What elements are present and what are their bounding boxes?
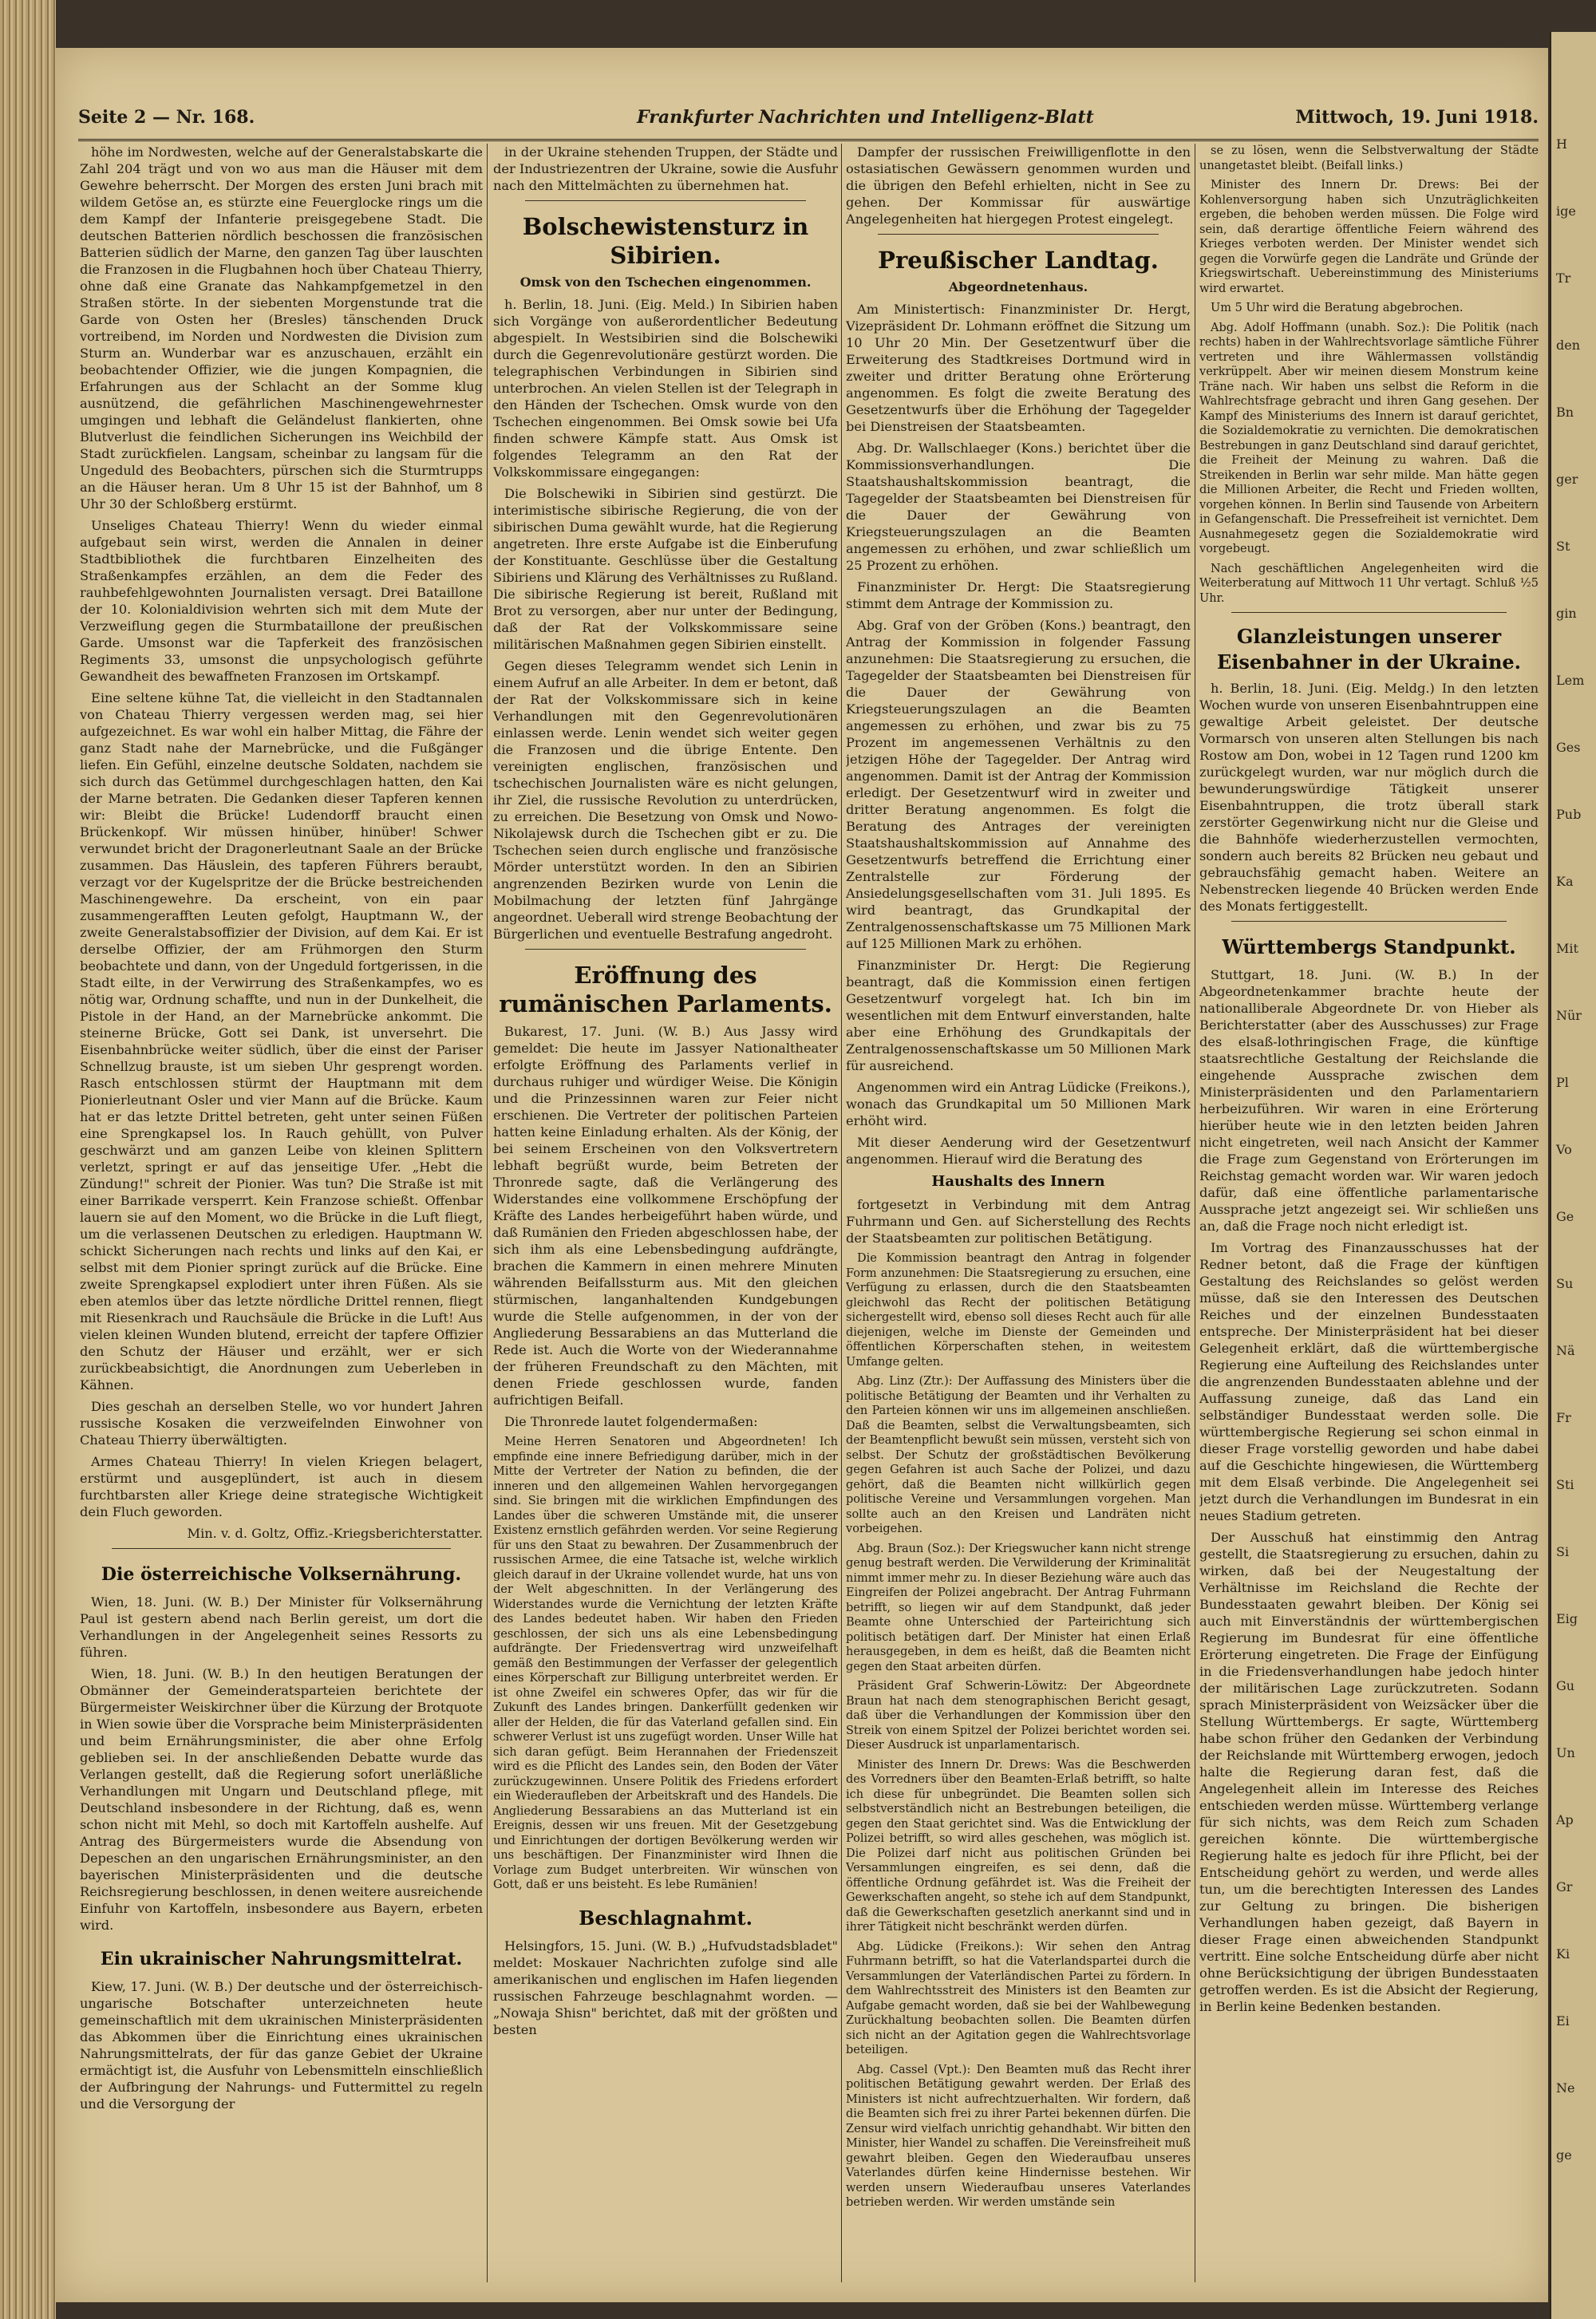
article-paragraph: Abg. Linz (Ztr.): Der Auffassung des Ministers über die politische Betätigung der Beamten und ihr Verhalten zu den Parteien können wir uns im allgemeinen anschließen. Daß die Beamten, selbst die Verwaltungsbeamten, sich der Beamtenpflicht bewußt sein müssen, versteht sich von selbst. Der Schutz der großstädtischen Bevölkerung gegen Gefahren ist auch Sache der Polizei, und dazu gehört, daß die Beamten nicht willkürlich gegen politische Vereine und Versammlungen vorgehen. Man sollte auch an den Kreisen und Landräten nicht vorbeigehen. (846, 1375, 1191, 1535)
adjacent-page-text: Tr (1556, 271, 1571, 286)
adjacent-page-text: Ei (1556, 2013, 1570, 2029)
section-divider (878, 234, 1159, 235)
article-paragraph: Abg. Braun (Soz.): Der Kriegswucher kann nicht strenge genug bestraft werden. Die Verwilderung der Kriminalität nimmt immer mehr zu. In dieser Beziehung wäre auch das Eingreifen der Polizei angebracht. Der Antrag Fuhrmann betrifft, so liegen wir auf dem Standpunkt, daß jeder Beamte ohne Unterschied der Parteirichtung sich politisch betätigen darf. Der Minister hat einen Erlaß herausgegeben, in dem es heißt, daß die Beamten nicht gegen den Staat arbeiten dürfen. (846, 1542, 1191, 1673)
adjacent-page-text: Un (1556, 1745, 1575, 1760)
article-paragraph: Dampfer der russischen Freiwilligenflotte in den ostasiatischen Gewässern genommen wurden und die übrigen den Befehl erhielten, nicht in See zu gehen. Der Kommissar für auswärtige Angelegenheiten hat hiergegen Protest eingelegt. (846, 144, 1191, 227)
adjacent-page-text: Su (1556, 1276, 1574, 1291)
article-paragraph: Am Ministertisch: Finanzminister Dr. Hergt, Vizepräsident Dr. Lohmann eröffnet die Sitzung um 10 Uhr 20 Min. Der Gesetzentwurf über die Erweiterung des Stadtkreises Dortmund wird in zweiter und dritter Beratung ohne Erörterung angenommen. Es folgt die zweite Beratung des Gesetzentwurfs über die Erhöhung der Tagegelder bei Dienstreisen der Staatsbeamten. (846, 302, 1191, 434)
adjacent-page-text: St (1556, 539, 1570, 554)
article-paragraph: h. Berlin, 18. Juni. (Eig. Meld.) In Sibirien haben sich Vorgänge von außerordentlicher Bedeutung abgespielt. In Westsibirien sind die Bolschewiki durch die Gegenrevolutionäre gestürzt worden. Die telegraphischen Verbindungen in Sibirien sind unterbrochen. An vielen Stellen ist der Telegraph in den Händen der Tschechen. Omsk wurde von den Tschechen eingenommen. Bei Omsk sowie bei Ufa finden schwere Kämpfe statt. Aus Omsk ist folgendes Telegramm an den Rat der Volkskommissare eingegangen: (493, 297, 838, 480)
article-paragraph: Präsident Graf Schwerin-Löwitz: Der Abgeordnete Braun hat nach dem stenographischen Bericht gesagt, daß über die Verhandlungen der Kommission über den Streik von einem Spitzel der Polizei berichtet worden sei. Dieser Ausdruck ist unparlamentarisch. (846, 1680, 1191, 1752)
headline-volksernaehrung: Die österreichische Volksernährung. (101, 1564, 462, 1585)
article-paragraph: Um 5 Uhr wird die Beratung abgebrochen. (1211, 302, 1464, 314)
article-paragraph: Helsingfors, 15. Juni. (W. B.) „Hufvudstadsbladet" meldet: Moskauer Nachrichten zufolge sind alle amerikanischen und englischen im Hafen liegenden russischen Fahrzeuge beschlagnahmt worden. — „Nowaja Shisn" berichtet, daß mit der größten und besten (493, 1938, 838, 2037)
article-paragraph: Kiew, 17. Juni. (W. B.) Der deutsche und der österreichisch-ungarische Botschafter unterzeichneten heute gemeinschaftlich mit dem ukrainischen Ministerpräsidenten das Abkommen über die Einrichtung eines ukrainischen Nahrungsmittelrats, der für das ganze Gebiet der Ukraine ermächtigt ist, die Ausfuhr von Lebensmitteln einschließlich der Aufbringung der Nahrungs- und Futtermittel zu regeln und die Versorgung der (80, 1979, 483, 2112)
article-paragraph: Bukarest, 17. Juni. (W. B.) Aus Jassy wird gemeldet: Die heute im Jassyer Nationaltheater erfolgte Eröffnung des Parlaments verlief in durchaus ruhiger und würdiger Weise. Die Königin und die Prinzessinnen waren zur Feier nicht erschienen. Die Vertreter der politischen Parteien hatten keine Einladung erhalten. Als der König, der bei seinem Erscheinen von den Volksvertretern lebhaft begrüßt wurde, beim Betreten der Thronrede sagte, daß die Verlängerung des Widerstandes eine vollkommene Erschöpfung der Kräfte des Landes herbeigeführt haben würde, und daß Rumänien den Frieden abgeschlossen habe, der sich ihm als eine Lebensbedingung aufdrängte, brachen die Kammern in einen mehrere Minuten währenden Beifallssturm aus. Mit den gleichen stürmischen, langanhaltenden Kundgebungen wurde die Stelle aufgenommen, in der von der Angliederung Bessarabiens an das Mutterland die Rede ist. Auch die Worte von der Wiederannahme der früheren Freundschaft zu den Mächten, mit denen Friede geschlossen wurde, fanden aufrichtigen Beifall. (493, 1024, 838, 1408)
article-paragraph: Minister des Innern Dr. Drews: Was die Beschwerden des Vorredners über den Beamten-Erlaß betrifft, so halte ich diese für unbegründet. Die Beamten sollen sich selbstverständlich nicht an Bestrebungen beteiligen, die gegen den Staat gerichtet sind. Was die Entwicklung der Polizei betrifft, so wird alles geschehen, was möglich ist. Die Polizei darf nicht aus politischen Gründen bei Versammlungen eingreifen, es sei denn, daß die öffentliche Ordnung gefährdet ist. Was die Freiheit der Gewerkschaften angeht, so stehe ich auf dem Standpunkt, daß die Gewerkschaften gesetzlich anerkannt sind und in ihrer Tätigkeit nicht beschränkt werden dürfen. (846, 1758, 1191, 1934)
section-heading-haushalt: Haushalts des Innern (931, 1173, 1105, 1190)
adjacent-page-text: Pl (1556, 1075, 1569, 1090)
adjacent-page-text: Ne (1556, 2080, 1575, 2096)
section-divider (525, 949, 806, 950)
adjacent-page-text: Sti (1556, 1477, 1574, 1492)
adjacent-page-text: Lem (1556, 673, 1585, 688)
article-paragraph: fortgesetzt in Verbindung mit dem Antrag Fuhrmann und Gen. auf Sicherstellung des Rechts der Staatsbeamten zur politischen Betätigung. (846, 1197, 1191, 1246)
headline-rumaenisches-parlament: Eröffnung des rumänischen Parlaments. (499, 962, 832, 1017)
adjacent-page-text: Si (1556, 1544, 1570, 1559)
article-paragraph: Wien, 18. Juni. (W. B.) In den heutigen Beratungen der Obmänner der Gemeinderatsparteien berichtete der Bürgermeister Weiskirchner über die Kürzung der Brotquote in Wien sowie über die Vorsprache beim Ministerpräsidenten und beim Ernährungsminister, die aber ohne Erfolg geblieben sei. In der anschließenden Debatte wurde das Verlangen gestellt, daß die Regierung sofort unerläßliche Verhandlungen mit Ungarn und Deutschland pflege, mit Deutschland insbesondere in der Richtung, daß es, wenn schon nicht mit Mehl, so doch mit Kartoffeln aushelfe. Auf Antrag des Bürgermeisters wurde die Absendung von Depeschen an den ungarischen Ernährungsminister, an den bayerischen Ministerpräsidenten und die deutsche Reichsregierung beschlossen, in denen weitere ausreichende Einfuhr von Kartoffeln, insbesondere aus Bayern, erbeten wird. (80, 1666, 483, 1933)
page-header (78, 104, 1539, 141)
book-page-edges (0, 0, 56, 2319)
article-paragraph: Finanzminister Dr. Hergt: Die Staatsregierung stimmt dem Antrage der Kommission zu. (846, 579, 1191, 611)
adjacent-page-text: Ki (1556, 1946, 1570, 1961)
adjacent-page-text: Gu (1556, 1678, 1575, 1693)
article-paragraph: Abg. Lüdicke (Freikons.): Wir sehen den Antrag Fuhrmann betrifft, so hat die Vaterlandspartei durch die Versammlungen der Vaterländischen Partei zu fördern. In dem Wahlrechtsstreit des Ministers ist den Beamten zur Aufgabe gemacht worden, daß sie bei der Wahlbewegung Zurückhaltung beobachten sollen. Die Beamten dürfen sich nicht an der Agitation gegen die Wahlrechtsvorlage beteiligen. (846, 1940, 1191, 2056)
adjacent-page-text: Ap (1556, 1812, 1574, 1827)
adjacent-page-text: gin (1556, 606, 1577, 621)
section-divider (1231, 612, 1507, 613)
headline-preussischer-landtag: Preußischer Landtag. (878, 247, 1159, 274)
column-2 (493, 144, 838, 2282)
article-paragraph: Die Thronrede lautet folgendermaßen: (504, 1414, 758, 1429)
article-paragraph: Abg. Cassel (Vpt.): Den Beamten muß das Recht ihrer politischen Betätigung gewahrt werden. Der Erlaß des Ministers ist nicht aufrechtzuerhalten. Wir fordern, daß die Beamten sich frei zu ihrer Partei bekennen dürfen. Die Zensur wird vielfach unrichtig gehandhabt. Wir bitten den Minister, hier Wandel zu schaffen. Die Vereinsfreiheit muß gewahrt bleiben. Gegen den Wiederaufbau unseres Vaterlandes dürfen keine Hindernisse bestehen. Wir werden unsern Wiederaufbau unseres Vaterlandes betrieben werden. Wir werden umstände sein (846, 2063, 1191, 2209)
article-paragraph: Abg. Dr. Wallschlaeger (Kons.) berichtet über die Kommissionsverhandlungen. Die Staatshaushaltskommission beantragt, die Tagegelder der Staatsbeamten bei Dienstreisen für die Dauer der Gewährung von Kriegsteuerungszulagen an die Beamten angemessen zu erhöhen, und zwar schließlich um 25 Prozent zu erhöhen. (846, 440, 1191, 573)
section-divider (1231, 921, 1507, 922)
article-paragraph: Angenommen wird ein Antrag Lüdicke (Freikons.), wonach das Grundkapital um 50 Millionen Mark erhöht wird. (846, 1080, 1191, 1128)
adjacent-page-text: Fr (1556, 1410, 1571, 1425)
adjacent-page-text: Gr (1556, 1879, 1573, 1894)
section-divider (112, 1548, 451, 1549)
article-paragraph: Im Vortrag des Finanzausschusses hat der Redner betont, daß die Frage der künftigen Gestaltung des Reichslandes so gelöst werden müsse, daß sie den Interessen des Deutschen Reiches und der einzelnen Bundesstaaten entspreche. Der Ministerpräsident hat bei dieser Gelegenheit erklärt, daß die württembergische Regierung eine Aufteilung des Reichslandes unter die angrenzenden Bundesstaaten ablehne und der Auffassung zuneige, daß das Land ein selbständiger Bundesstaat werden solle. Die württembergische Regierung sei schon einmal in dieser Frage vorstellig geworden und habe dabei auf die Geschichte hingewiesen, die Württemberg mit dem Elsaß verbinde. Die Angelegenheit sei jetzt durch die Verhandlungen im Bundesrat in ein neues Stadium getreten. (1199, 1240, 1539, 1523)
subheadline: Omsk von den Tschechen eingenommen. (519, 275, 812, 290)
column-rule (487, 144, 488, 2282)
adjacent-page-text: Pub (1556, 807, 1582, 822)
page-number: Seite 2 — Nr. 168. (78, 107, 255, 128)
adjacent-page-text: H (1556, 136, 1567, 152)
adjacent-page-text: Vo (1556, 1142, 1572, 1157)
article-paragraph: höhe im Nordwesten, welche auf der Generalstabskarte die Zahl 204 trägt und von wo aus man die Häuser mit dem Gewehre beherrscht. Der Morgen des ersten Juni brach mit wildem Getöse an, es stürzte eine Feuerglocke rings um die dem Kampf der Infanterie preisgegebene Stadt. Die deutschen Batterien nördlich beschossen die französischen Batterien südlich der Marne, den ganzen Tag über lauschten die Franzosen in die Flugbahnen hoch über Chateau Thierry, ohne daß eine Granate das Nahkampfgemetzel in den Straßen störte. In der siebenten Morgenstunde trat die Garde von Osten her (Bresles) tänschenden Druck vortreibend, im Norden und Nordwesten die Division zum Sturm an. Wunderbar war es anzuschauen, erzählt ein beobachtender Offizier, wie die jungen Kompagnien, die Erfahrungen aus der Schlacht an der Somme klug ausnützend, die gefährlichen Maschinengewehrnester umgingen und lebhaft die Geländelust flankierten, ohne Blutverlust die feindlichen Sicherungen ins Weichbild der Stadt zurückfielen. Langsam, scheinbar zu langsam für die Ungeduld des Beobachters, pürschen sich die Sturmtrupps an die Häuser heran. Um 8 Uhr 15 ist der Bahnhof, um 8 Uhr 30 der Schloßberg erstürmt. (80, 144, 483, 512)
article-paragraph: Unseliges Chateau Thierry! Wenn du wieder einmal aufgebaut sein wirst, werden die Annalen in deiner Stadtbibliothek die furchtbaren Einzelheiten des Straßenkampfes erzählen, an dem die Feder des rauhbefehlgewohnten Journalisten versagt. Drei Bataillone der 10. Kolonialdivision wehrten sich mit dem Mute der Verzweiflung gegen die Sturmbataillone der preußischen Garde. Umsonst war die Tapferkeit des französischen Regiments 33, umsonst die unpsychologisch geführte Gewandheit des bewaffneten Franzosen im Ortskampf. (80, 518, 483, 684)
article-paragraph: Nach geschäftlichen Angelegenheiten wird die Weiterberatung auf Mittwoch 11 Uhr vertagt. Schluß ½5 Uhr. (1199, 562, 1539, 605)
article-paragraph: Abg. Graf von der Gröben (Kons.) beantragt, den Antrag der Kommission in folgender Fassung anzunehmen: Die Staatsregierung zu ersuchen, die Tagegelder der Staatsbeamten bei Dienstreisen für die Dauer der Gewährung von Kriegsteuerungszulagen an die Beamten angemessen zu erhöhen, und zwar bis zu 75 Prozent im angemessenen Verhältnis zu den jetzigen Höhe der Tagegelder. Der Antrag wird angenommen. Damit ist der Antrag der Kommission erledigt. Der Gesetzentwurf wird in zweiter und dritter Beratung angenommen. Es folgt die Beratung des Antrages der vereinigten Staatshaushaltskommission auf Annahme des Gesetzentwurfs betreffend die Errichtung einer Zentralstelle zur Förderung der Ansiedelungsgesellschaften vom 31. Juli 1895. Es wird beantragt, das Grundkapital der Zentralgenossenschaftskasse um 75 Millionen Mark auf 125 Millionen Mark zu erhöhen. (846, 618, 1191, 951)
adjacent-page-text: ger (1556, 472, 1578, 487)
adjacent-page-text: Nür (1556, 1008, 1582, 1023)
subheadline: Abgeordnetenhaus. (948, 279, 1088, 294)
adjacent-page-text: ige (1556, 203, 1576, 219)
adjacent-page-fragment (1550, 32, 1596, 2319)
adjacent-page-text: Ges (1556, 740, 1581, 755)
article-paragraph: se zu lösen, wenn die Selbstverwaltung der Städte unangetastet bleibt. (Beifall links.) (1199, 144, 1539, 172)
adjacent-page-text: ge (1556, 2147, 1572, 2163)
article-paragraph: Gegen dieses Telegramm wendet sich Lenin in einem Aufruf an alle Arbeiter. In dem er betont, daß der Rat der Volkskommissare sich in keine Verhandlungen mit den Gegenrevolutionären einlassen werde. Lenin wendet sich weiter gegen die Franzosen und die übrige Entente. Den vereinigten englischen, französischen und tschechischen Journalisten wäre es nicht gelungen, ihr Ziel, die russische Revolution zu unterdrücken, zu erreichen. Die Besetzung von Omsk und Nowo-Nikolajewsk durch die Tschechen gibt er zu. Die Tschechen seien durch englische und französische Mörder unterstützt worden. In den an Sibirien angrenzenden Bezirken wurde von Lenin die Mobilmachung der letzten fünf Jahrgänge angeordnet. Ueberall wird strenge Beobachtung der Bürgerlichen und eventuelle Bestrafung angedroht. (493, 658, 838, 942)
article-paragraph: Finanzminister Dr. Hergt: Die Regierung beantragt, daß die Kommission einen fertigen Gesetzentwurf vorgelegt hat. Ich bin im wesentlichen mit dem Entwurf einverstanden, halte aber eine Erhöhung des Grundkapitals der Zentralgenossenschaftskasse um 50 Millionen Mark für ausreichend. (846, 958, 1191, 1073)
section-divider (525, 200, 806, 201)
article-paragraph: Mit dieser Aenderung wird der Gesetzentwurf angenommen. Hierauf wird die Beratung des (846, 1135, 1191, 1167)
newspaper-title: Frankfurter Nachrichten und Intelligenz-Blatt (637, 107, 1094, 128)
headline-wuerttemberg: Württembergs Standpunkt. (1222, 935, 1516, 958)
article-paragraph: Meine Herren Senatoren und Abgeordneten! Ich empfinde eine innere Befriedigung darüber, mich in der Mitte der Vertreter der Nation zu befinden, die der inneren und den allgemeinen Wahlen hervorgegangen sind. Sie bringen mit die wirklichen Empfindungen des Landes über die schweren Umstände mit, die unserer Existenz ernstlich gefährden werden. Vor seine Regierung für uns den Staat zu bewahren. Der Zusammenbruch der russischen Armee, die eine Tatsache ist, welche wirklich gleich darauf in der Ukraine vollendet wurde, hat uns von der Welt abgeschnitten. In der Verlängerung des Widerstandes wurde die Vernichtung der letzten Kräfte des Landes bedeutet haben. Wir haben den Frieden geschlossen, der sich uns als eine Lebensbedingung aufdrängte. Der Friedensvertrag wird unzweifelhaft gemäß den Bestimmungen der Verfasser der gelegentlich eines Körperschaft zur Billigung unterbreitet werden. Er ist ohne Zweifel ein schweres Opfer, das wir für die Zukunft des Landes bringen. Dankerfüllt gedenken wir aller der Helden, die für das Vaterland gefallen sind. Ein schwerer Verlust ist uns zugefügt worden. Unser Wille hat sich daran gefügt. Beim Herannahen der Friedenszeit wird es die Pflicht des Landes sein, den Boden der Väter zurückzugewinnen. Unsere Politik des Friedens erfordert ein Wiederaufleben der Arbeitskraft und des Handels. Die Angliederung Bessarabiens an das Mutterland ist ein Ereignis, dessen wir uns freuen. Mit der Gesetzgebung und Einrichtungen der dortigen Bevölkerung werden wir uns beschäftigen. Der Finanzminister wird Ihnen die Vorlage zum Budget unterbreiten. Wir wünschen von Gott, daß er uns beisteht. Es lebe Rumänien! (493, 1436, 838, 1891)
headline-bolschewistensturz: Bolschewistensturz in Sibirien. (522, 213, 809, 269)
article-paragraph: Minister des Innern Dr. Drews: Bei der Kohlenversorgung haben sich Unzuträglichkeiten ergeben, die behoben werden müssen. Die Folge wird sein, daß derartige öffentliche Feiern während des Krieges verboten werden. Der Minister wendet sich gegen die Vorwürfe gegen die Landräte und Gründe der Kriegswirtschaft. Uebereinstimmung des Ministeriums wird erwartet. (1199, 179, 1539, 295)
article-paragraph: Der Ausschuß hat einstimmig den Antrag gestellt, die Staatsregierung zu ersuchen, dahin zu wirken, daß bei der Neugestaltung der Verhältnisse im Reichsland die Rechte der Bundesstaaten gewahrt bleiben. Der König sei auch mit Einverständnis der württembergischen Regierung im Bundesrat für eine öffentliche Erörterung eingetreten. Die Frage der Einfügung in die Friedensverhandlungen habe jedoch hinter der militärischen Lage zurückzutreten. Sodann sprach Ministerpräsident von Weizsäcker über die Stellung Württembergs. Er sagte, Württemberg habe schon früher den Gedanken der Verbindung der Reichslande mit Württemberg erwogen, jedoch halte die Regierung daran fest, daß die Angelegenheit allein im Interesse des Reiches entschieden werden müsse. Württemberg verlange für sich nichts, was dem Reich zum Schaden gereichen könnte. Die württembergische Regierung halte es jedoch für ihre Pflicht, bei der Entscheidung gehört zu werden, und werde alles tun, um die berechtigten Interessen des Landes zur Geltung zu bringen. Die bisherigen Verhandlungen haben gezeigt, daß Bayern in dieser Frage einen abweichenden Standpunkt vertritt. Eine solche Entscheidung dürfe aber nicht ohne Berücksichtigung der übrigen Bundesstaaten getroffen werden. Es ist die Absicht der Regierung, in Berlin keine Bedenken bestanden. (1199, 1530, 1539, 2014)
adjacent-page-text: den (1556, 338, 1581, 353)
adjacent-page-text: Ka (1556, 874, 1574, 889)
column-rule (841, 144, 842, 2282)
headline-nahrungsmittelrat: Ein ukrainischer Nahrungsmittelrat. (100, 1949, 463, 1969)
article-paragraph: Stuttgart, 18. Juni. (W. B.) In der Abgeordnetenkammer brachte heute der nationalliberale Abgeordnete Dr. von Hieber als Berichterstatter (aber des Ausschusses) zur Frage des elsaß-lothringischen Frage, die künftige staatsrechtliche Gestaltung der Reichslande die eingehende Aussprache zwischen dem Ministerpräsidenten und den Parlamentariern herbeizuführen. Wir waren in eine Erörterung hierüber heute wie in den letzten beiden Jahren nicht eingetreten, weil nach Ansicht der Kammer die Frage zum Gegenstand von Erörterungen im Reichstag gemacht worden war. Wir waren jedoch dafür, daß eine öffentliche parlamentarische Aussprache jetzt angezeigt sei. Wir schließen uns an, daß die Frage noch nicht erledigt ist. (1199, 967, 1539, 1234)
author-signature: Min. v. d. Goltz, Offiz.-Kriegsberichterstatter. (187, 1526, 483, 1541)
article-paragraph: h. Berlin, 18. Juni. (Eig. Meldg.) In den letzten Wochen wurde von unseren Eisenbahntruppen eine gewaltige Arbeit geleistet. Der deutsche Vormarsch von unseren alten Stellungen bis nach Rostow am Don, wobei in 12 Tagen rund 1200 km zurückgelegt wurden, war nur möglich durch die bewunderungswürdige Tätigkeit unserer Eisenbahntruppen, die trotz überall stark zerstörter Gegenwirkung nicht nur die Gleise und die Bahnhöfe wiederherzustellen vermochten, sondern auch bereits 82 Brücken neu gebaut und gebrauchsfähig gemacht haben. Weitere an Nebenstrecken liegende 40 Brücken werden Ende des Monats fertiggestellt. (1199, 681, 1539, 914)
article-paragraph: Armes Chateau Thierry! In vielen Kriegen belagert, erstürmt und ausgeplündert, ist auch in diesem furchtbarsten aller Kriege deine strategische Wichtigkeit dein Fluch geworden. (80, 1454, 483, 1519)
adjacent-page-text: Eig (1556, 1611, 1578, 1626)
adjacent-page-text: Nä (1556, 1343, 1575, 1358)
headline-eisenbahner: Glanzleistungen unserer Eisenbahner in der Ukraine. (1216, 625, 1522, 674)
column-4 (1199, 144, 1539, 2282)
article-paragraph: Abg. Adolf Hoffmann (unabh. Soz.): Die Politik (nach rechts) haben in der Wahlrechtsvorlage sämtliche Führer vertreten und ihre Wählermassen vollständig verkrüppelt. Aber wir meinen diesem Monstrum keine Träne nach. Wir haben uns selbst die Reform in die Wahlrechtsfrage gebracht und ihren Gang gesehen. Der Kampf des Ministeriums des Innern ist darauf gerichtet, die Sozialdemokratie zu vernichten. Die demokratischen Bestrebungen in ganz Deutschland sind darauf gerichtet, die Freiheit der Meinung zu wahren. Daß die Streikenden in Berlin war sehr milde. Man hätte gegen die Millionen Arbeiter, die Recht und Frieden wollten, vorgehen können. In Berlin sind Tausende von Arbeitern in Gefangenschaft. Die Pressefreiheit ist vernichtet. Dem Ausnahmegesetz gegen die Sozialdemokratie wird vorgebeugt. (1199, 321, 1539, 555)
adjacent-page-text: Bn (1556, 405, 1574, 420)
article-paragraph: Dies geschah an derselben Stelle, wo vor hundert Jahren russische Kosaken die verzweifelnden Einwohner von Chateau Thierry überwältigten. (80, 1399, 483, 1448)
column-3 (846, 144, 1191, 2282)
column-1 (80, 144, 483, 2282)
adjacent-page-text: Ge (1556, 1209, 1574, 1224)
headline-beschlagnahmt: Beschlagnahmt. (579, 1906, 753, 1930)
article-paragraph: in der Ukraine stehenden Truppen, der Städte und der Industriezentren der Ukraine, sowie die Ausfuhr nach den Mittelmächten zu übernehmen hat. (493, 144, 838, 193)
article-paragraph: Eine seltene kühne Tat, die vielleicht in den Stadtannalen von Chateau Thierry vergessen werden mag, sei hier aufgezeichnet. Es war wohl ein halber Mittag, die Fähre der ganz Stadt nahe der Marnebrücke, und die Fußgänger liefen. Ein Gefühl, einzelne deutsche Soldaten, nachdem sie sich durch das Getümmel durchgeschlagen hatten, den Kai der Marne betraten. Die Gedanken dieser Tapferen kennen wir: Bleibt die Brücke! Ludendorff braucht einen Brückenkopf. Wir müssen hinüber, hinüber! Schwer verwundet bricht der Dragonerleutnant Saale an der Brücke zusammen. Das Häuslein, des tapferen Führers beraubt, verzagt vor der Kugelspritze der die Brücke bestreichenden Maschinengewehre. Da erscheint, von ein paar zusammengerafften Leuten gefolgt, Hauptmann W., der zweite Generalstabsoffizier der Division, auf dem Kai. Er ist derselbe Offizier, der am Frühmorgen den Sturm beobachtete und dann, von der Ungeduld fortgerissen, in die Stadt eilte, in der Verwirrung des Straßenkampfes, wo es nötig war, Ordnung schaffte, und nun in der Dunkelheit, die Pistole in der Hand, an der Marnebrücke ankommt. Die steinerne Brücke, Gott sei Dank, ist unversehrt. Die Eisenbahnbrücke weiter südlich, über die einst der Pariser Schnellzug brauste, ist um sieben Uhr gesprengt worden. Rasch entschlossen stürmt der Hauptmann mit dem Pionierleutnant Osler und vier Mann auf die Brücke. Kaum hat er das letzte Drittel betreten, geht unter seinen Füßen eine Sprengkapsel los. In Rauch gehüllt, von Pulver geschwärzt und am ganzen Leibe von kleinen Splittern verletzt, springt er auf das jenseitige Ufer. „Hebt die Zündung!" schreit der Pionier. Was tun? Die Straße ist mit einer Barrikade versperrt. Kein Franzose schießt. Offenbar lauern sie auf den Moment, wo die Brücke in die Luft fliegt, um die verlassenen Deutschen zu erledigen. Hauptmann W. schickt Sicherungen nach rechts und links auf den Kai, er selbst mit dem Pionier springt zurück auf die Brücke. Eine zweite Sprengkapsel explodiert unter ihren Füßen. Als sie eben atemlos über das letzte nördliche Drittel rennen, fliegt mit Riesenkrach und Rauchsäule die Brücke in die Luft! Aus vielen kleinen Wunden blutend, erreicht der tapfere Offizier den Schutz der Häuser und erzählt, wer er sich zurückbeabsichtigt, die Anordnungen zum Ueberleben in Kähnen. (80, 690, 483, 1393)
article-paragraph: Die Bolschewiki in Sibirien sind gestürzt. Die interimistische sibirische Regierung, die von der sibirischen Duma gewählt wurde, hat die Regierung angetreten. Ihre erste Aufgabe ist die Einberufung der Konstituante. Geschlüsse über die Gestaltung Sibiriens und Klärung des Verhältnisses zu Rußland. Die sibirische Regierung ist bereit, Rußland mit Brot zu versorgen, aber nur unter der Bedingung, daß der Rat der Volkskommissare seine militärischen Maßnahmen gegen Sibirien einstellt. (493, 486, 838, 652)
issue-date: Mittwoch, 19. Juni 1918. (1295, 107, 1539, 128)
article-paragraph: Die Kommission beantragt den Antrag in folgender Form anzunehmen: Die Staatsregierung zu ersuchen, eine Verfügung zu erlassen, durch die den Staatsbeamten gleichwohl das Recht der politischen Betätigung sichergestellt wird, ebenso soll dieses Recht auch für alle diejenigen, welche im Dienste der Gemeinden und öffentlichen Körperschaften stehen, in weitestem Umfange gelten. (846, 1252, 1191, 1369)
article-paragraph: Wien, 18. Juni. (W. B.) Der Minister für Volksernährung Paul ist gestern abend nach Berlin gereist, um dort die Verhandlungen in der Angelegenheit seines Ressorts zu führen. (80, 1594, 483, 1660)
adjacent-page-text: Mit (1556, 941, 1578, 956)
